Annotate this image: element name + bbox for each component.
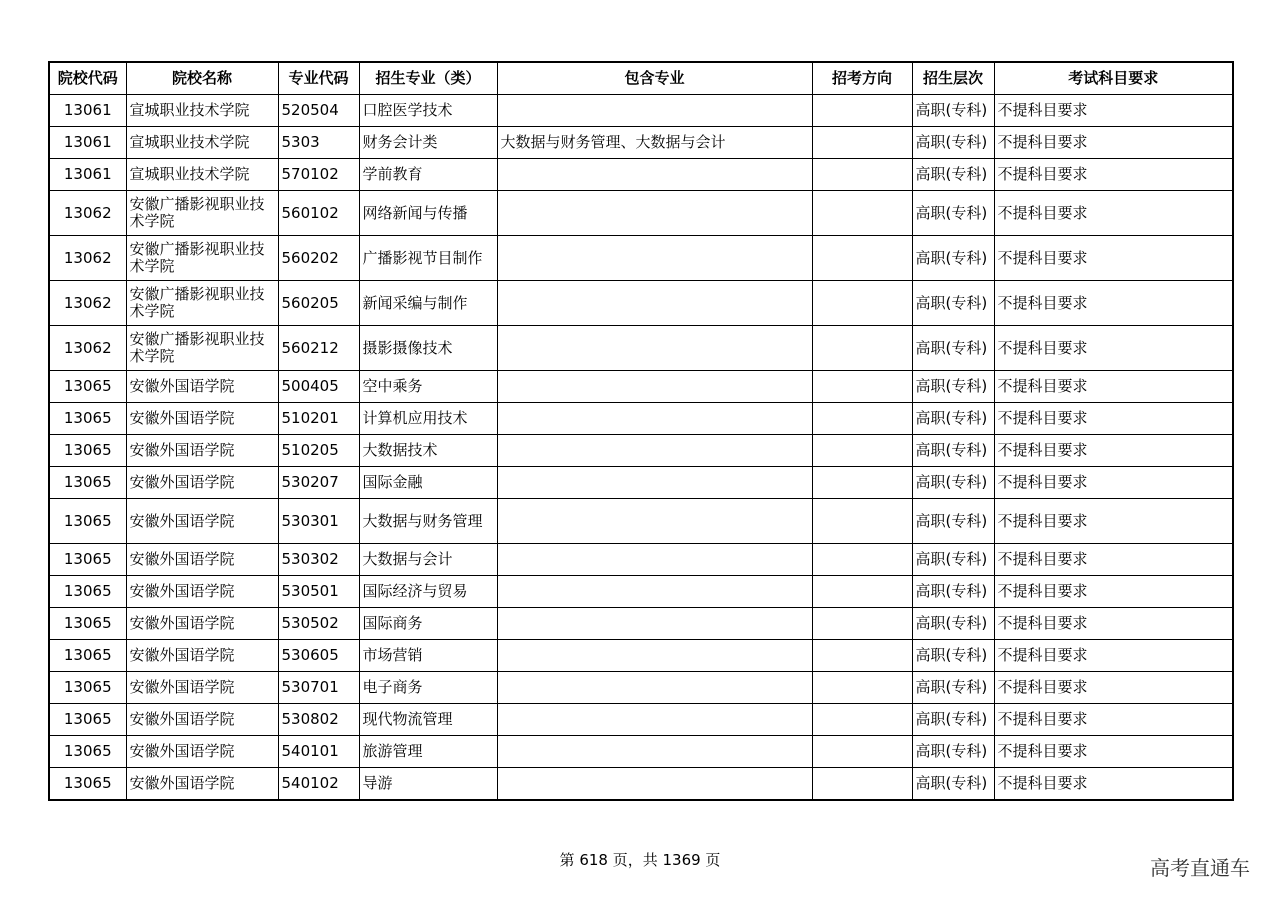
table-body — [49, 95, 1233, 801]
cell-direction — [812, 608, 912, 640]
cell-school-code: 13061 — [49, 95, 126, 127]
cell-included-majors — [497, 95, 812, 127]
cell-major: 现代物流管理 — [359, 704, 497, 736]
table-row — [49, 326, 1233, 371]
cell-requirement: 不提科目要求 — [994, 371, 1233, 403]
cell-school-name: 安徽外国语学院 — [126, 435, 278, 467]
cell-school-code: 13065 — [49, 608, 126, 640]
table-row — [49, 127, 1233, 159]
cell-level: 高职(专科) — [912, 499, 994, 544]
cell-level: 高职(专科) — [912, 159, 994, 191]
cell-school-code: 13065 — [49, 736, 126, 768]
cell-included-majors — [497, 467, 812, 499]
cell-major: 空中乘务 — [359, 371, 497, 403]
cell-included-majors — [497, 499, 812, 544]
cell-included-majors — [497, 768, 812, 801]
cell-requirement: 不提科目要求 — [994, 544, 1233, 576]
cell-major-code: 560212 — [278, 326, 359, 371]
cell-requirement: 不提科目要求 — [994, 95, 1233, 127]
cell-included-majors — [497, 281, 812, 326]
cell-level: 高职(专科) — [912, 544, 994, 576]
cell-included-majors — [497, 159, 812, 191]
cell-requirement: 不提科目要求 — [994, 127, 1233, 159]
cell-school-name: 宣城职业技术学院 — [126, 127, 278, 159]
cell-requirement: 不提科目要求 — [994, 326, 1233, 371]
cell-level: 高职(专科) — [912, 736, 994, 768]
cell-major-code: 530605 — [278, 640, 359, 672]
cell-major-code: 540101 — [278, 736, 359, 768]
cell-major-code: 540102 — [278, 768, 359, 801]
cell-school-code: 13061 — [49, 159, 126, 191]
cell-included-majors — [497, 191, 812, 236]
table-row — [49, 640, 1233, 672]
cell-school-code: 13065 — [49, 576, 126, 608]
cell-requirement: 不提科目要求 — [994, 672, 1233, 704]
table-row — [49, 467, 1233, 499]
cell-level: 高职(专科) — [912, 467, 994, 499]
cell-major: 大数据技术 — [359, 435, 497, 467]
cell-school-code: 13065 — [49, 467, 126, 499]
cell-major-code: 530301 — [278, 499, 359, 544]
table-row — [49, 435, 1233, 467]
cell-major: 财务会计类 — [359, 127, 497, 159]
cell-direction — [812, 467, 912, 499]
cell-level: 高职(专科) — [912, 281, 994, 326]
cell-major: 计算机应用技术 — [359, 403, 497, 435]
cell-level: 高职(专科) — [912, 236, 994, 281]
cell-level: 高职(专科) — [912, 191, 994, 236]
cell-level: 高职(专科) — [912, 672, 994, 704]
header-major-code: 专业代码 — [278, 62, 359, 95]
cell-requirement: 不提科目要求 — [994, 576, 1233, 608]
table-row — [49, 281, 1233, 326]
cell-major-code: 530302 — [278, 544, 359, 576]
cell-level: 高职(专科) — [912, 640, 994, 672]
table-row — [49, 736, 1233, 768]
cell-major: 旅游管理 — [359, 736, 497, 768]
cell-requirement: 不提科目要求 — [994, 281, 1233, 326]
cell-major-code: 530207 — [278, 467, 359, 499]
cell-included-majors — [497, 576, 812, 608]
cell-included-majors — [497, 435, 812, 467]
cell-level: 高职(专科) — [912, 95, 994, 127]
cell-major-code: 510205 — [278, 435, 359, 467]
cell-direction — [812, 236, 912, 281]
cell-direction — [812, 371, 912, 403]
table-row — [49, 159, 1233, 191]
cell-school-name: 安徽外国语学院 — [126, 608, 278, 640]
cell-major: 广播影视节目制作 — [359, 236, 497, 281]
cell-school-name: 安徽广播影视职业技术学院 — [126, 191, 278, 236]
cell-school-name: 安徽外国语学院 — [126, 467, 278, 499]
header-major: 招生专业（类） — [359, 62, 497, 95]
table-row — [49, 236, 1233, 281]
cell-major: 电子商务 — [359, 672, 497, 704]
cell-level: 高职(专科) — [912, 326, 994, 371]
cell-major: 大数据与会计 — [359, 544, 497, 576]
cell-level: 高职(专科) — [912, 608, 994, 640]
cell-requirement: 不提科目要求 — [994, 467, 1233, 499]
cell-requirement: 不提科目要求 — [994, 159, 1233, 191]
admission-table — [48, 61, 1234, 801]
cell-school-code: 13065 — [49, 544, 126, 576]
cell-requirement: 不提科目要求 — [994, 403, 1233, 435]
cell-school-code: 13062 — [49, 191, 126, 236]
cell-school-code: 13062 — [49, 236, 126, 281]
cell-included-majors — [497, 236, 812, 281]
cell-direction — [812, 127, 912, 159]
cell-major-code: 530701 — [278, 672, 359, 704]
cell-requirement: 不提科目要求 — [994, 768, 1233, 801]
cell-direction — [812, 326, 912, 371]
cell-level: 高职(专科) — [912, 435, 994, 467]
cell-school-name: 安徽外国语学院 — [126, 736, 278, 768]
cell-major-code: 520504 — [278, 95, 359, 127]
cell-included-majors — [497, 736, 812, 768]
cell-major: 大数据与财务管理 — [359, 499, 497, 544]
table-row — [49, 704, 1233, 736]
cell-requirement: 不提科目要求 — [994, 499, 1233, 544]
cell-level: 高职(专科) — [912, 768, 994, 801]
cell-school-code: 13065 — [49, 371, 126, 403]
cell-school-code: 13062 — [49, 281, 126, 326]
cell-direction — [812, 640, 912, 672]
cell-requirement: 不提科目要求 — [994, 236, 1233, 281]
cell-major: 导游 — [359, 768, 497, 801]
table-row — [49, 499, 1233, 544]
cell-level: 高职(专科) — [912, 371, 994, 403]
watermark: 高考直通车 — [1150, 856, 1250, 880]
cell-major: 网络新闻与传播 — [359, 191, 497, 236]
cell-major-code: 530802 — [278, 704, 359, 736]
cell-level: 高职(专科) — [912, 576, 994, 608]
cell-included-majors — [497, 403, 812, 435]
cell-school-code: 13065 — [49, 768, 126, 801]
cell-school-code: 13062 — [49, 326, 126, 371]
cell-requirement: 不提科目要求 — [994, 435, 1233, 467]
cell-school-name: 安徽外国语学院 — [126, 499, 278, 544]
cell-major-code: 570102 — [278, 159, 359, 191]
cell-major: 国际金融 — [359, 467, 497, 499]
cell-included-majors — [497, 371, 812, 403]
cell-school-code: 13065 — [49, 640, 126, 672]
cell-major-code: 500405 — [278, 371, 359, 403]
cell-level: 高职(专科) — [912, 704, 994, 736]
cell-included-majors: 大数据与财务管理、大数据与会计 — [497, 127, 812, 159]
cell-direction — [812, 191, 912, 236]
cell-school-name: 宣城职业技术学院 — [126, 95, 278, 127]
cell-school-name: 宣城职业技术学院 — [126, 159, 278, 191]
cell-included-majors — [497, 672, 812, 704]
cell-school-name: 安徽外国语学院 — [126, 371, 278, 403]
cell-major-code: 560102 — [278, 191, 359, 236]
cell-school-name: 安徽外国语学院 — [126, 544, 278, 576]
header-school-code: 院校代码 — [49, 62, 126, 95]
cell-school-code: 13065 — [49, 435, 126, 467]
cell-major: 国际经济与贸易 — [359, 576, 497, 608]
cell-major: 国际商务 — [359, 608, 497, 640]
table-row — [49, 672, 1233, 704]
header-school-name: 院校名称 — [126, 62, 278, 95]
cell-major: 摄影摄像技术 — [359, 326, 497, 371]
cell-major: 新闻采编与制作 — [359, 281, 497, 326]
cell-major-code: 5303 — [278, 127, 359, 159]
cell-included-majors — [497, 704, 812, 736]
cell-major-code: 510201 — [278, 403, 359, 435]
cell-major-code: 530502 — [278, 608, 359, 640]
cell-requirement: 不提科目要求 — [994, 736, 1233, 768]
cell-direction — [812, 544, 912, 576]
cell-requirement: 不提科目要求 — [994, 191, 1233, 236]
cell-requirement: 不提科目要求 — [994, 640, 1233, 672]
cell-level: 高职(专科) — [912, 403, 994, 435]
cell-school-name: 安徽广播影视职业技术学院 — [126, 236, 278, 281]
header-requirement: 考试科目要求 — [994, 62, 1233, 95]
cell-direction — [812, 281, 912, 326]
cell-requirement: 不提科目要求 — [994, 704, 1233, 736]
cell-major: 口腔医学技术 — [359, 95, 497, 127]
cell-school-code: 13065 — [49, 704, 126, 736]
cell-direction — [812, 499, 912, 544]
cell-direction — [812, 159, 912, 191]
table-row — [49, 608, 1233, 640]
cell-school-name: 安徽外国语学院 — [126, 768, 278, 801]
cell-direction — [812, 95, 912, 127]
cell-direction — [812, 403, 912, 435]
cell-school-name: 安徽外国语学院 — [126, 403, 278, 435]
cell-requirement: 不提科目要求 — [994, 608, 1233, 640]
table-row — [49, 576, 1233, 608]
header-direction: 招考方向 — [812, 62, 912, 95]
page-footer: 第 618 页，共 1369 页 — [559, 851, 721, 869]
cell-major: 市场营销 — [359, 640, 497, 672]
cell-direction — [812, 576, 912, 608]
cell-school-code: 13065 — [49, 499, 126, 544]
cell-included-majors — [497, 640, 812, 672]
cell-school-code: 13065 — [49, 672, 126, 704]
cell-included-majors — [497, 544, 812, 576]
cell-school-name: 安徽外国语学院 — [126, 640, 278, 672]
cell-major-code: 560205 — [278, 281, 359, 326]
header-level: 招生层次 — [912, 62, 994, 95]
cell-school-name: 安徽外国语学院 — [126, 672, 278, 704]
table-row — [49, 403, 1233, 435]
cell-major: 学前教育 — [359, 159, 497, 191]
cell-direction — [812, 435, 912, 467]
cell-direction — [812, 704, 912, 736]
cell-direction — [812, 736, 912, 768]
cell-level: 高职(专科) — [912, 127, 994, 159]
cell-school-code: 13065 — [49, 403, 126, 435]
header-row — [49, 62, 1233, 95]
cell-included-majors — [497, 326, 812, 371]
cell-included-majors — [497, 608, 812, 640]
table-row — [49, 191, 1233, 236]
cell-school-code: 13061 — [49, 127, 126, 159]
cell-school-name: 安徽外国语学院 — [126, 704, 278, 736]
table-row — [49, 544, 1233, 576]
table-row — [49, 371, 1233, 403]
cell-major-code: 560202 — [278, 236, 359, 281]
table-row — [49, 95, 1233, 127]
cell-school-name: 安徽广播影视职业技术学院 — [126, 326, 278, 371]
table-row — [49, 768, 1233, 801]
cell-direction — [812, 672, 912, 704]
header-included-majors: 包含专业 — [497, 62, 812, 95]
cell-direction — [812, 768, 912, 801]
cell-school-name: 安徽外国语学院 — [126, 576, 278, 608]
cell-school-name: 安徽广播影视职业技术学院 — [126, 281, 278, 326]
cell-major-code: 530501 — [278, 576, 359, 608]
